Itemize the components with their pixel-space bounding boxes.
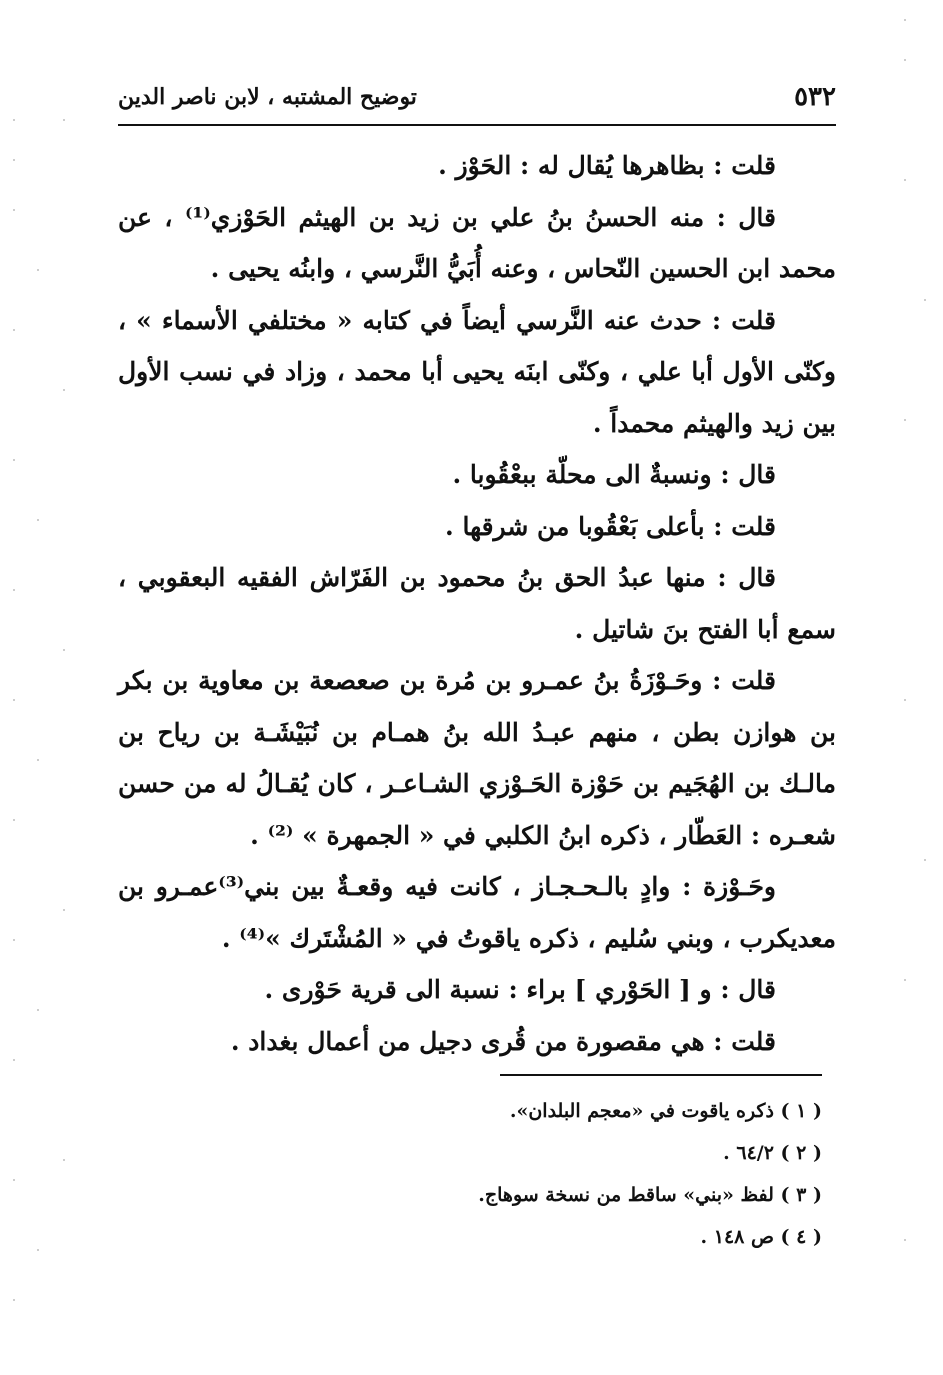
header-rule	[118, 124, 836, 126]
page-number: ٥٣٢	[794, 82, 836, 112]
paragraph: قلت : بأعلى بَعْقُوبا من شرقها .	[445, 511, 776, 541]
paragraph: قال : و [ الحَوْري ] براء : نسبة الى قرية حَوْرى .	[264, 975, 776, 1004]
page-header	[118, 82, 836, 118]
footnote-4: ( ٤ ) ص ١٤٨ .	[700, 1226, 822, 1248]
paragraph: قلت : بظاهرها يُقال له : الحَوْز .	[438, 151, 776, 180]
footnote-1: ( ١ ) ذكره ياقوت في «معجم البلدان».	[509, 1100, 822, 1122]
footnote-3: ( ٣ ) لفظ «بني» ساقط من نسخة سوهاج.	[478, 1184, 822, 1206]
paragraph: قال : ونسبةٌ الى محلّة ببعْقُوبا .	[452, 460, 776, 489]
paragraph: قلت : حدث عنه النَّرسي أيضاً في كتابه « مختلفي الأسماء » ، وكنّى الأول أبا علي ، وكنّى ابنَه يحيى أبا محمد ، وزاد في نسب الأول بين زيد والهيثم محمداً .	[118, 305, 836, 438]
paragraph: قلت : هي مقصورة من قُرى دجيل من أعمال بغداد .	[230, 1026, 776, 1056]
footnote-2: ( ٢ ) ٦٤/٢ .	[723, 1142, 822, 1164]
paragraph: قال : منه الحسنُ بنُ علي بن زيد بن الهيثم الحَوْزي⁽¹⁾ ، عن محمد ابن الحسين النّحاس ، وعنه أُبَيُّ النَّرسي ، وابنُه يحيى .	[118, 202, 836, 283]
footnote-rule	[500, 1074, 822, 1076]
paragraph: قلت : وحَـوْزَةُ بنُ عمـرو بن مُرة بن صعصعة بن معاوية بن بكر بن هوازن بطن ، منهم عبـدُ الله بنُ همـام بن نُبَيْشَـة بن رياح بن مالـك بن الهُجَيم بن حَوْزة الحَـوْزي الشـاعـر ، كان يُقـالُ له من حسن شعـره : العَطّار ، ذكره ابنُ الكلبي في « الجمهرة » ⁽²⁾ .	[118, 666, 836, 850]
main-text	[118, 140, 836, 1067]
footnotes	[300, 1090, 822, 1258]
paragraph: قال : منها عبدُ الحق بنُ محمود بن الفَرّاش الفقيه البعقوبي ، سمع أبا الفتح بنَ شاتيل .	[118, 563, 836, 644]
paragraph: وحَـوْزة : وادٍ بالـحـجـاز ، كانت فيه وقعـةٌ بين بني⁽³⁾عمـرو بن معديكرب ، وبني سُليم ، ذكره ياقوتُ في « المُشْتَرك »⁽⁴⁾ .	[118, 872, 836, 953]
running-title: توضيح المشتبه ، لابن ناصر الدين	[118, 84, 417, 110]
